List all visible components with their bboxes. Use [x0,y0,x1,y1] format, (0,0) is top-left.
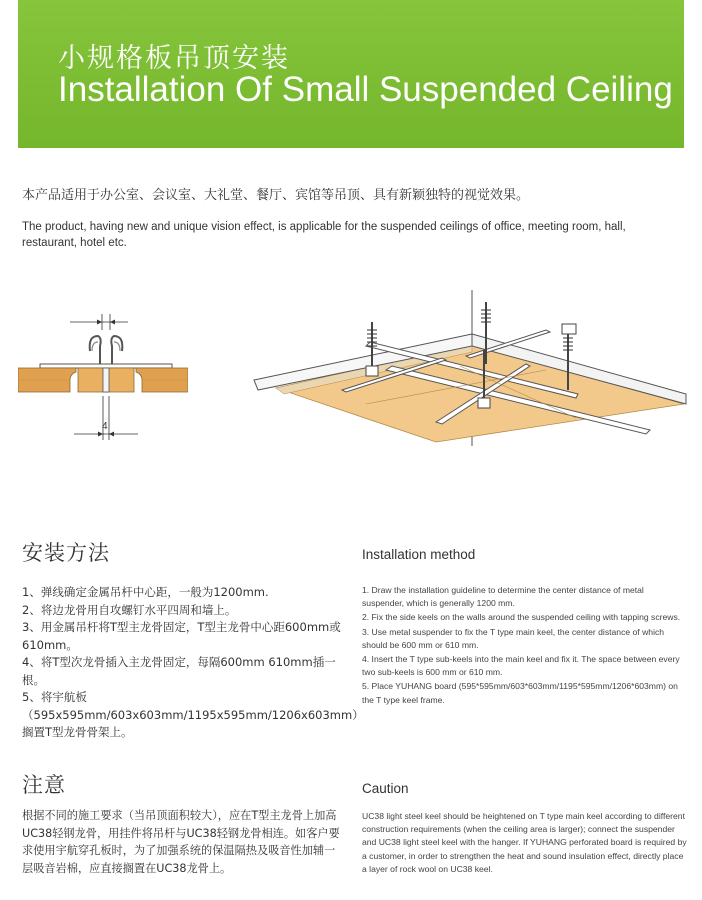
ceiling-isometric-diagram [246,286,688,486]
list-item: 1、弹线确定金属吊杆中心距，一般为1200mm. [22,585,269,599]
list-item: 5、将宇航板（595x595mm/603x603mm/1195x595mm/1206x603mm）搁置T型龙骨骨架上。 [22,690,364,739]
method-heading-en: Installation method [362,547,476,562]
intro-text-en: The product, having new and unique vision effect, is applicable for the suspended ceilings of office, meeting room, hall, restaurant, hotel etc. [22,221,626,249]
list-item: 2. Fix the side keels on the walls around the suspended ceiling with tapping screws. [362,612,681,623]
method-steps-zh [22,584,364,742]
list-item: 3、用金属吊杆将T型主龙骨固定，T型主龙骨中心距600mm或610mm。 [22,620,341,652]
method-heading-zh: 安装方法 [22,541,110,565]
caution-text-zh: 根据不同的施工要求（当吊顶面积较大），应在T型主龙骨上加高UC38轻钢龙骨，用挂件将吊杆与UC38轻钢龙骨相连。如客户要求使用宇航穿孔板时，为了加强系统的保温隔热及吸音性加辅一层吸音岩棉，应直接搁置在UC38龙骨上。 [22,809,340,875]
page-title-en: Installation Of Small Suspended Ceiling [58,70,673,109]
list-item: 4、将T型次龙骨插入主龙骨固定，每隔600mm 610mm插一根。 [22,655,336,687]
keel-cross-section-diagram [18,306,188,456]
dimension-label: 4 [102,421,108,432]
caution-text-en: UC38 light steel keel should be heightened on T type main keel according to different construction requirements (when the ceiling area is larger); connect the suspender and UC38 light steel keel with the hanger. If YUHANG perforated board is required by a customer, in order to strengthen the heat and sound insulation effect, directly place a layer of rock wool on UC38 keel. [362,811,687,874]
caution-heading-en: Caution [362,781,409,796]
method-steps-en [362,584,688,708]
list-item: 1. Draw the installation guideline to determine the center distance of metal suspender, which is generally 1200 mm. [362,585,644,609]
list-item: 4. Insert the T type sub-keels into the main keel and fix it. The space between every two sub-keels is 600 mm or 610 mm. [362,654,680,678]
list-item: 3. Use metal suspender to fix the T type main keel, the center distance of which should be 600 mm or 610 mm. [362,626,665,650]
list-item: 2、将边龙骨用自攻螺钉水平四周和墙上。 [22,602,237,617]
list-item: 5. Place YUHANG board (595*595mm/603*603mm/1195*595mm/1206*603mm) on the T type keel frame. [362,681,678,705]
caution-heading-zh: 注意 [22,773,66,797]
intro-text-zh: 本产品适用于办公室、会议室、大礼堂、餐厅、宾馆等吊顶、具有新颖独特的视觉效果。 [22,188,530,203]
header-banner [18,0,684,148]
page-title-zh: 小规格板吊顶安装 [58,43,290,74]
